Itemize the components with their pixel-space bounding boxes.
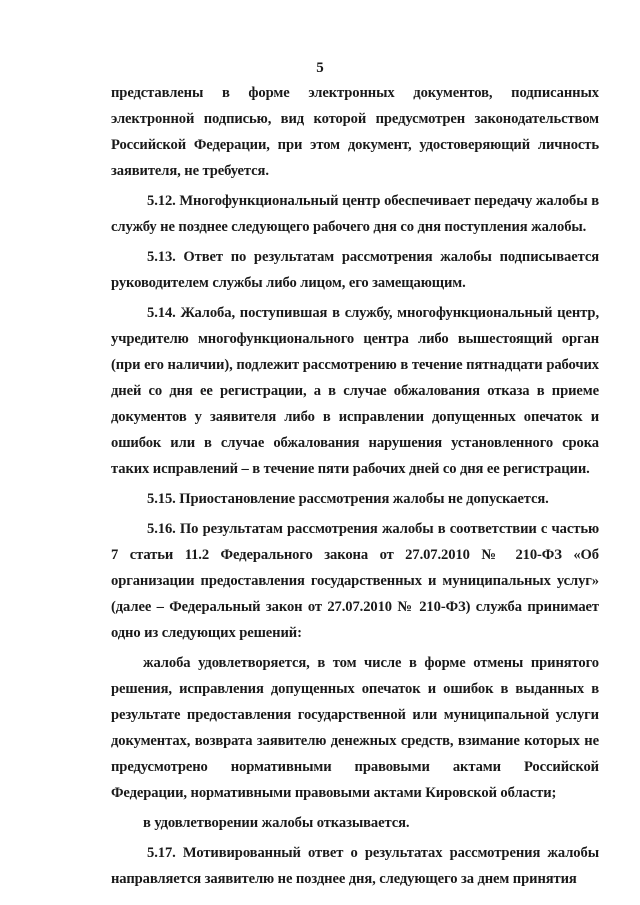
paragraph-5-13: 5.13. Ответ по результатам рассмотрения жалобы подписывается руководителем службы либо лицом, его замещающим. [111, 249, 599, 291]
paragraph-decision-satisfied: жалоба удовлетворяется, в том числе в форме отмены принятого решения, исправления допущенных опечаток и ошибок в выданных в результате предоставления государственной или муниципальной услуги документах, возврата заявителю денежных средств, взимание которых не предусмотрено нормативными правовыми актами Российской Федерации, нормативными правовыми актами Кировской области; [111, 655, 599, 801]
paragraph-continuation: представлены в форме электронных документов, подписанных электронной подписью, вид которой предусмотрен законодательством Российской Федерации, при этом документ, удостоверяющий личность заявителя, не требуется. [111, 85, 599, 179]
paragraph-5-12: 5.12. Многофункциональный центр обеспечивает передачу жалобы в службу не позднее следующего рабочего дня со дня поступления жалобы. [111, 193, 599, 235]
paragraph-5-15: 5.15. Приостановление рассмотрения жалобы не допускается. [147, 491, 549, 507]
document-body [111, 80, 599, 892]
paragraph-decision-refused: в удовлетворении жалобы отказывается. [143, 815, 410, 831]
paragraph-5-16: 5.16. По результатам рассмотрения жалобы в соответствии с частью 7 статьи 11.2 Федерального закона от 27.07.2010 № 210-ФЗ «Об организации предоставления государственных и муниципальных услуг» (далее – Федеральный закон от 27.07.2010 № 210-ФЗ) служба принимает одно из следующих решений: [111, 521, 599, 641]
paragraph-5-17: 5.17. Мотивированный ответ о результатах рассмотрения жалобы направляется заявителю не позднее дня, следующего за днем принятия [111, 845, 599, 887]
page-number: 5 [316, 60, 324, 76]
paragraph-5-14: 5.14. Жалоба, поступившая в службу, многофункциональный центр, учредителю многофункционального центра либо вышестоящий орган (при его наличии), подлежит рассмотрению в течение пятнадцати рабочих дней со дня ее регистрации, а в случае обжалования отказа в приеме документов у заявителя либо в исправлении допущенных опечаток и ошибок или в случае обжалования нарушения установленного срока таких исправлений – в течение пяти рабочих дней со дня ее регистрации. [111, 305, 599, 477]
